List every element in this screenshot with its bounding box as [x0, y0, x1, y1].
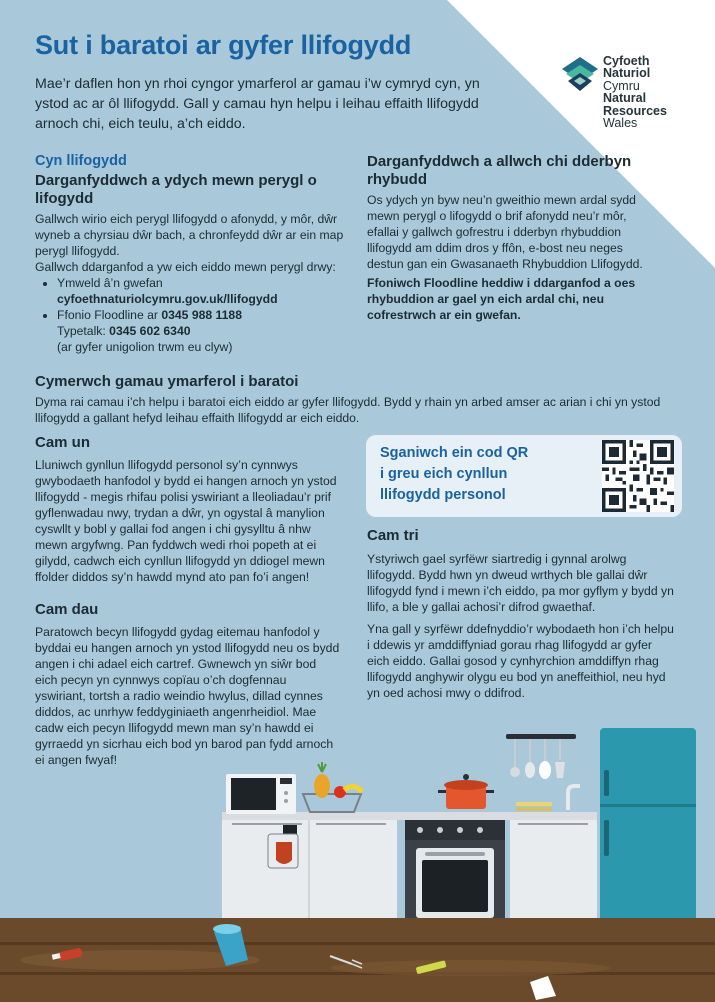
logo-text: Cyfoeth Naturiol Cymru Natural Resources Wales [603, 54, 667, 131]
steps-intro: Dyma rai camau i’ch helpu i baratoi eich eiddo ar gyfer llifogydd. Bydd y rhain yn arbed amser ac arian i chi yn ystod llifogydd a gallant hefyd leihau effaith llifogydd ar eich eiddo. [35, 395, 661, 425]
microwave-icon [226, 774, 296, 814]
kitchen-illustration [0, 720, 715, 1002]
page-title: Sut i baratoi ar gyfer llifogydd [35, 30, 412, 60]
website-link[interactable]: cyfoethnaturiolcymru.gov.uk/llifogydd [57, 292, 278, 306]
before-section [35, 153, 355, 355]
fruit-bowl-icon [303, 762, 362, 812]
step-three-paragraph-2: Yna gall y syrfëwr ddefnyddio’r wybodaeth hon i’ch helpu i ddewis yr amddiffyniad gorau rhag llifogydd ar gyfer eich eiddo. Gallai gosod y cynhyrchion amddiffyn rhag llifogydd anghywir olygu eu bod yn aneffeithiol, neu hyd yn oed achosi mwy o ddifrod. [367, 622, 674, 700]
step-one-heading: Cam un [35, 434, 91, 451]
step-one [35, 434, 340, 585]
typetalk-phone: 0345 602 6340 [109, 324, 191, 338]
list-item: • Ffonio Floodline ar 0345 988 1188 Typetalk: 0345 602 6340 (ar gyfer unigolion trwm eu clyw) [57, 307, 355, 355]
step-three-heading: Cam tri [367, 527, 419, 544]
before-section-title: Cyn llifogydd [35, 153, 127, 169]
spoon-icon [525, 739, 535, 778]
risk-heading: Darganfyddwch a ydych mewn perygl o lifogydd [35, 172, 317, 207]
steps-section [35, 373, 675, 426]
warnings-callout: Ffoniwch Floodline heddiw i ddarganfod a oes rhybuddion ar gael yn eich ardal chi, neu cofrestrwch ar ein gwefan. [367, 276, 636, 322]
step-two-text: Paratowch becyn llifogydd gydag eitemau hanfodol y byddai eu hangen arnoch yn ystod llifogydd neu os bydd angen i chi adael eich cartref. Gwnewch yn siŵr bod eich pecyn yn cynnwys copïau o’ch dogfennau yswiriant, tortsh a radio weindio hwylus, dillad cynnes diddos, ac unrhyw feddyginiaeth angenrheidiol. Mae cadw eich pecyn llifogydd mewn man sy’n hawdd ei gyrraedd yn sicrhau eich bod yn barod pan fydd arnoch ei angen fwyaf! [35, 625, 340, 767]
step-one-text: Lluniwch gynllun llifogydd personol sy’n cynnwys gwybodaeth hanfodol y bydd ei hangen arnoch yn ystod llifogydd - megis rhifau polisi yswiriant a lleoliadau’r prif gyflenwadau nwy, trydan a dŵr, yn ogystal â manylion cyswllt y bobl y gallai fod angen i chi gysylltu â nhw mewn argyfwng. Pan fyddwch wedi rhoi popeth at ei gilydd, cadwch eich cynllun llifogydd yn ddiogel mewn ffolder diddos sy’n hawdd mynd ato pan fo’i angen! [35, 458, 337, 584]
cooking-pot-icon [438, 774, 494, 809]
nrw-logo-icon [560, 55, 600, 95]
warnings-heading: Darganfyddwch a allwch chi dderbyn rhybudd [367, 153, 632, 188]
qr-code-icon[interactable] [602, 440, 674, 512]
risk-paragraph-2: Gallwch ddarganfod a yw eich eiddo mewn perygl drwy: [35, 260, 336, 274]
ladle-icon [510, 739, 520, 777]
nrw-logo [560, 55, 690, 135]
intro-text: Mae’r daflen hon yn rhoi cyngor ymarferol ar gamau i’w cymryd cyn, yn ystod ac ar ôl llifogydd. Gall y camau hyn helpu i leihau effaith llifogydd arnoch chi, eich teulu, a’ch eiddo. [35, 76, 480, 132]
risk-paragraph: Gallwch wirio eich perygl llifogydd o afonydd, y môr, dŵr wyneb a chyrsiau dŵr bach, a chronfeydd dŵr ar ein map perygl llifogydd. [35, 212, 344, 258]
list-item: • Ymweld â’n gwefan cyfoethnaturiolcymru.gov.uk/llifogydd [57, 275, 355, 307]
risk-list [35, 275, 355, 355]
fridge-icon [600, 728, 696, 926]
oven-icon [405, 820, 505, 928]
qr-callout-text: Sganiwch ein cod QR i greu eich cynllun llifogydd personol [380, 445, 529, 503]
warnings-section [367, 153, 657, 323]
whisk-icon [555, 739, 565, 778]
step-two-heading: Cam dau [35, 601, 99, 618]
qr-callout [366, 435, 682, 517]
step-three-paragraph-1: Ystyriwch gael syrfëwr siartredig i gynnal arolwg llifogydd. Bydd hwn yn dweud wrthych ble gallai dŵr llifogydd fynd i mewn i’ch eiddo, pa mor gyflym y bydd yn llifo, a ble y gallai achosi’r difrod gwaethaf. [367, 552, 674, 614]
floodline-phone: 0345 988 1188 [161, 308, 242, 322]
warnings-paragraph: Os ydych yn byw neu’n gweithio mewn ardal sydd mewn perygl o lifogydd o brif afonydd neu’r môr, efallai y gallwch gofrestru i dderbyn rhybuddion llifogydd am ddim dros y ffôn, e-bost neu neges destun gan ein Gwasanaeth Rhybuddion Llifogydd. [367, 193, 643, 271]
spatula-icon [539, 739, 551, 779]
steps-heading: Cymerwch gamau ymarferol i baratoi [35, 373, 299, 390]
step-three [367, 527, 677, 701]
